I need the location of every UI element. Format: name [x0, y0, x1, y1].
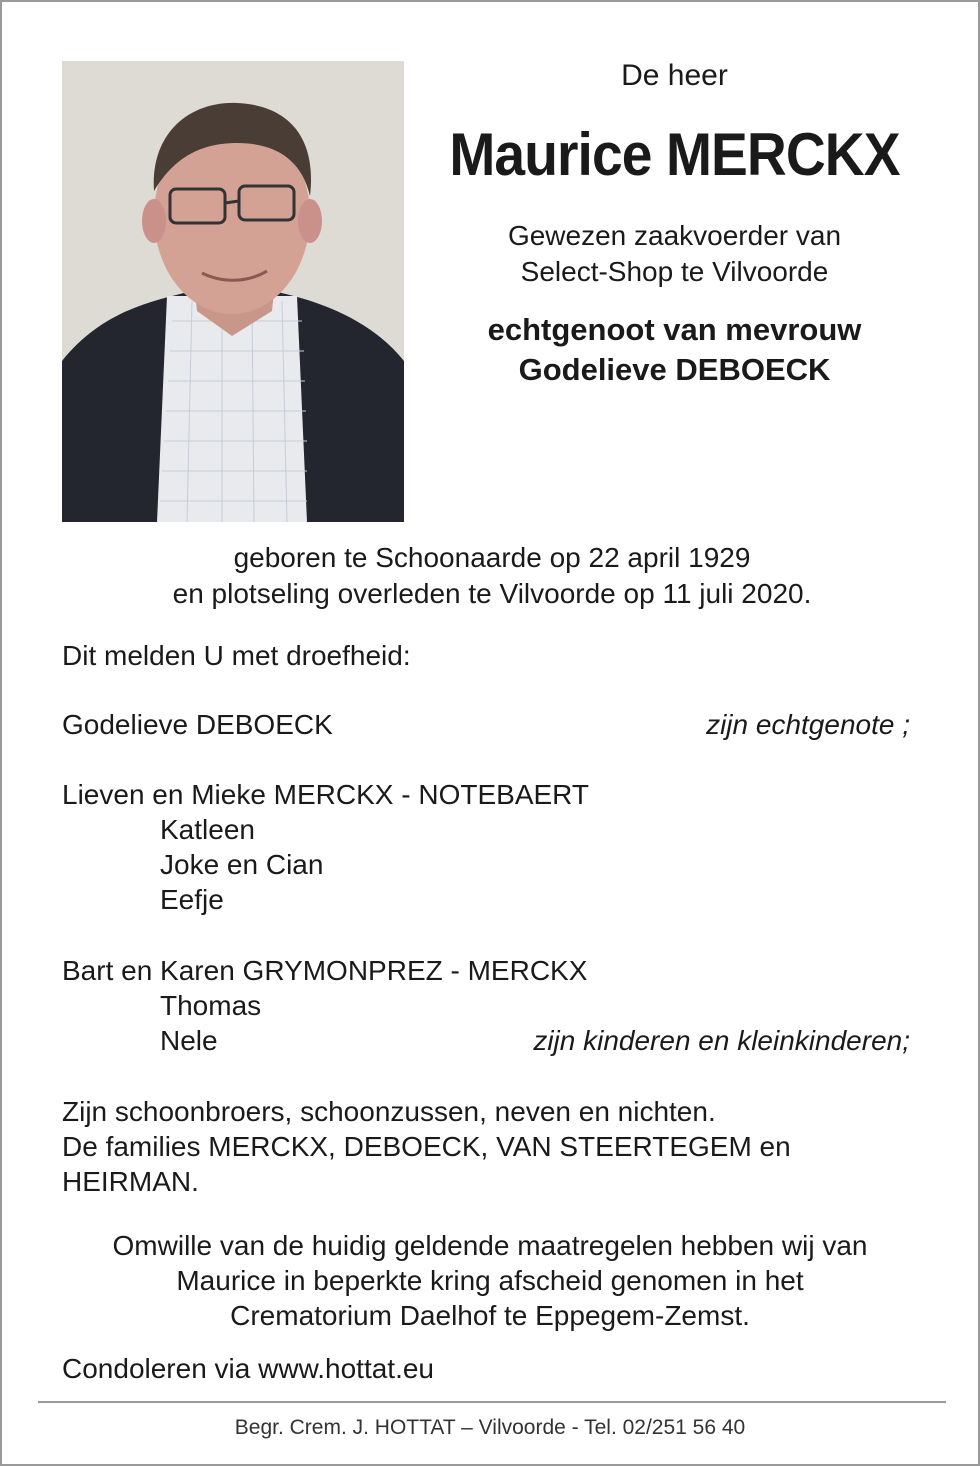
grandchild: Nele — [160, 1025, 218, 1056]
grandchild: Katleen — [160, 814, 255, 845]
children-role: zijn kinderen en kleinkinderen; — [533, 1025, 910, 1056]
funeral-home-footer: Begr. Crem. J. HOTTAT – Vilvoorde - Tel. 02/251 56 40 — [234, 1416, 746, 1439]
occupation-line-2: Select-Shop te Vilvoorde — [520, 256, 829, 287]
spouse-line-1: echtgenoot van mevrouw — [487, 312, 862, 347]
occupation-line-1: Gewezen zaakvoerder van — [507, 220, 842, 251]
death-line: en plotseling overleden te Vilvoorde op 11 juli 2020. — [172, 578, 812, 609]
honorific: De heer — [621, 59, 728, 92]
portrait-photo — [62, 61, 404, 522]
occupation — [422, 218, 927, 290]
mourner-spouse-role: zijn echtgenote ; — [706, 709, 910, 740]
title-block — [422, 52, 927, 390]
other-relatives-line-1: Zijn schoonbroers, schoonzussen, neven en nichten. — [62, 1096, 716, 1127]
spouse-line-2: Godelieve DEBOECK — [518, 352, 831, 387]
notice-line-3: Crematorium Daelhof te Eppegem-Zemst. — [230, 1300, 750, 1331]
condolence-link: Condoleren via www.hottat.eu — [62, 1353, 434, 1384]
notice-line-1: Omwille van de huidig geldende maatregelen hebben wij van — [112, 1230, 868, 1261]
announcement: Dit melden U met droefheid: — [62, 640, 411, 671]
grandchild: Eefje — [160, 884, 224, 915]
notice-line-2: Maurice in beperkte kring afscheid genomen in het — [176, 1265, 804, 1296]
family-1: Lieven en Mieke MERCKX - NOTEBAERT — [62, 779, 589, 810]
life-dates — [42, 540, 942, 612]
footer-divider — [38, 1401, 946, 1403]
spouse-info — [422, 310, 927, 390]
grandchild: Joke en Cian — [160, 849, 324, 880]
family-2: Bart en Karen GRYMONPREZ - MERCKX — [62, 955, 588, 986]
birth-line: geboren te Schoonaarde op 22 april 1929 — [233, 542, 751, 573]
portrait-image — [62, 61, 404, 522]
deceased-name: Maurice MERCKX — [449, 121, 900, 188]
mourner-spouse-name: Godelieve DEBOECK — [62, 709, 333, 740]
farewell-notice — [42, 1228, 938, 1333]
other-relatives-line-2: De families MERCKX, DEBOECK, VAN STEERTEGEM en — [62, 1131, 791, 1162]
grandchild: Thomas — [160, 990, 262, 1021]
other-relatives-line-3: HEIRMAN. — [62, 1166, 199, 1197]
